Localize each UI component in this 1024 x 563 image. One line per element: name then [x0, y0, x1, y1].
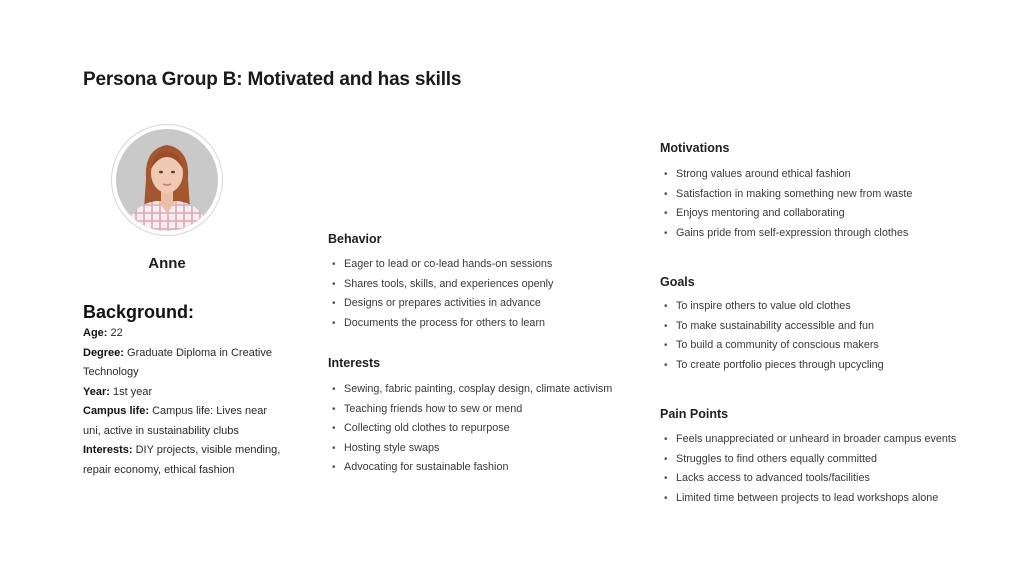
list-item: • Eager to lead or co-lead hands-on sessions: [328, 255, 553, 275]
list-item: • Satisfaction in making something new from waste: [660, 185, 912, 205]
list-item: • Enjoys mentoring and collaborating: [660, 204, 912, 224]
list-item: • Designs or prepares activities in advance: [328, 294, 553, 314]
pain-points-list: [660, 430, 956, 508]
campus-life-row: [83, 402, 283, 441]
goals-list: [660, 297, 884, 375]
list-item: • Advocating for sustainable fashion: [328, 458, 612, 478]
list-item: • Lacks access to advanced tools/facilities: [660, 469, 956, 489]
list-item: • To create portfolio pieces through upcycling: [660, 356, 884, 376]
persona-name: Anne: [148, 255, 186, 272]
interests-list: [328, 380, 612, 478]
degree-label: Degree:: [83, 346, 124, 359]
list-item: • Hosting style swaps: [328, 439, 612, 459]
list-item: • Struggles to find others equally committed: [660, 450, 956, 470]
interests-value: DIY projects, visible mending, repair economy, ethical fashion: [83, 444, 281, 476]
age-row: [83, 324, 283, 344]
list-item: • Sewing, fabric painting, cosplay design, climate activism: [328, 380, 612, 400]
background-heading: Background:: [83, 302, 195, 322]
behavior-list: [328, 255, 553, 333]
year-label: Year:: [83, 385, 110, 398]
year-row: [83, 383, 283, 403]
page-title: Persona Group B: Motivated and has skills: [83, 69, 462, 90]
list-item: • Documents the process for others to learn: [328, 314, 553, 334]
motivations-list: [660, 165, 912, 243]
interests-heading: Interests: [328, 356, 381, 370]
age-label: Age:: [83, 327, 108, 339]
list-item: • Feels unappreciated or unheard in broader campus events: [660, 430, 956, 450]
list-item: • To inspire others to value old clothes: [660, 297, 884, 317]
campus-life-value: Campus life: Lives near uni, active in sustainability clubs: [83, 405, 268, 437]
list-item: • To make sustainability accessible and fun: [660, 317, 884, 337]
pain-points-heading: Pain Points: [660, 407, 729, 421]
motivations-heading: Motivations: [660, 141, 730, 155]
list-item: • Shares tools, skills, and experiences openly: [328, 275, 553, 295]
year-value: 1st year: [112, 385, 153, 398]
list-item: • Gains pride from self-expression through clothes: [660, 224, 912, 244]
list-item: • Collecting old clothes to repurpose: [328, 419, 612, 439]
list-item: • Teaching friends how to sew or mend: [328, 400, 612, 420]
campus-life-label: Campus life:: [83, 405, 150, 417]
behavior-heading: Behavior: [328, 232, 382, 246]
goals-heading: Goals: [660, 275, 695, 289]
background-details: [83, 324, 283, 480]
interests-label: Interests:: [83, 444, 133, 456]
degree-row: [83, 344, 283, 383]
interests-row: [83, 441, 283, 480]
age-value: 22: [110, 327, 123, 339]
list-item: • Limited time between projects to lead workshops alone: [660, 489, 956, 509]
list-item: • To build a community of conscious makers: [660, 336, 884, 356]
list-item: • Strong values around ethical fashion: [660, 165, 912, 185]
person-portrait-icon: [116, 129, 218, 231]
degree-value: Graduate Diploma in Creative Technology: [83, 346, 272, 378]
avatar: [111, 124, 223, 236]
